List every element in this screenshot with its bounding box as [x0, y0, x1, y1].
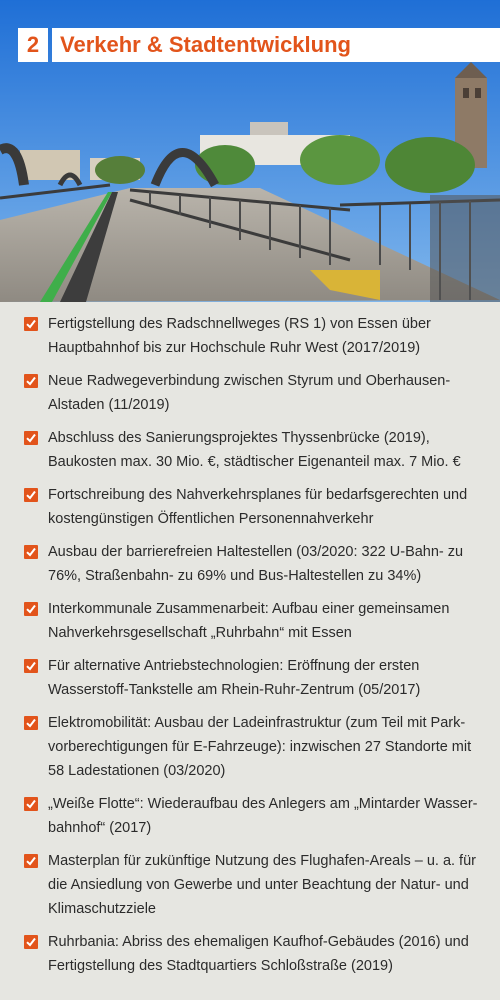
list-item — [0, 483, 500, 531]
checkbox-checked-icon — [24, 854, 38, 868]
section-header — [0, 28, 500, 62]
list-item-text: Fortschreibung des Nahverkehrsplanes für bedarfsgerechten und kostengünstigen Öffentlichen Personennahverkehr — [48, 487, 468, 527]
section-title: Verkehr & Stadtentwicklung — [52, 28, 500, 62]
list-item — [0, 312, 500, 360]
checkbox-checked-icon — [24, 602, 38, 616]
section-number: 2 — [18, 28, 48, 62]
checkbox-checked-icon — [24, 374, 38, 388]
list-item-text: Masterplan für zukünftige Nutzung des Flughafen-Areals – u. a. für die Ansiedlung von Gewerbe und unter Beachtung der Natur- und Klimaschutzziele — [48, 853, 476, 917]
achievements-list — [0, 312, 500, 987]
checkbox-checked-icon — [24, 659, 38, 673]
list-item-text: Für alternative Antriebstechnologien: Eröffnung der ersten Wasserstoff-Tankstelle am Rhein-Ruhr-Zentrum (05/2017) — [48, 658, 421, 698]
list-item — [0, 597, 500, 645]
checkbox-checked-icon — [24, 545, 38, 559]
list-item — [0, 930, 500, 978]
list-item-text: Fertigstellung des Radschnellweges (RS 1) von Essen über Hauptbahnhof bis zur Hochschule Ruhr West (2017/2019) — [48, 316, 431, 356]
list-item — [0, 654, 500, 702]
list-item-text: Interkommunale Zusammenarbeit: Aufbau einer gemeinsamen Nahverkehrsgesellschaft „Ruhrbahn“ mit Essen — [48, 601, 450, 641]
checkbox-checked-icon — [24, 797, 38, 811]
checkbox-checked-icon — [24, 716, 38, 730]
list-item — [0, 426, 500, 474]
checkbox-checked-icon — [24, 431, 38, 445]
checkbox-checked-icon — [24, 317, 38, 331]
checkbox-checked-icon — [24, 935, 38, 949]
list-item-text: Abschluss des Sanierungsprojektes Thyssenbrücke (2019), Baukosten max. 30 Mio. €, städtischer Eigenanteil max. 7 Mio. € — [48, 430, 461, 470]
list-item-text: Ausbau der barrierefreien Haltestellen (03/2020: 322 U-Bahn- zu 76%, Straßenbahn- zu 69% und Bus-Haltestellen zu 34%) — [48, 544, 464, 584]
list-item — [0, 849, 500, 921]
list-item — [0, 369, 500, 417]
list-item-text: Elektromobilität: Ausbau der Ladeinfrastruktur (zum Teil mit Park-vorberechtigungen für E-Fahrzeuge): inzwischen 27 Standorte mit 58 Ladestationen (03/2020) — [48, 715, 472, 779]
list-item — [0, 540, 500, 588]
list-item-text: Ruhrbania: Abriss des ehemaligen Kaufhof-Gebäudes (2016) und Fertigstellung des Stadtquartiers Schloßstraße (2019) — [48, 934, 469, 974]
list-item — [0, 711, 500, 783]
checkbox-checked-icon — [24, 488, 38, 502]
list-item — [0, 792, 500, 840]
list-item-text: Neue Radwegeverbindung zwischen Styrum und Oberhausen-Alstaden (11/2019) — [48, 373, 451, 413]
list-item-text: „Weiße Flotte“: Wiederaufbau des Anlegers am „Mintarder Wasser-bahnhof“ (2017) — [48, 796, 478, 836]
